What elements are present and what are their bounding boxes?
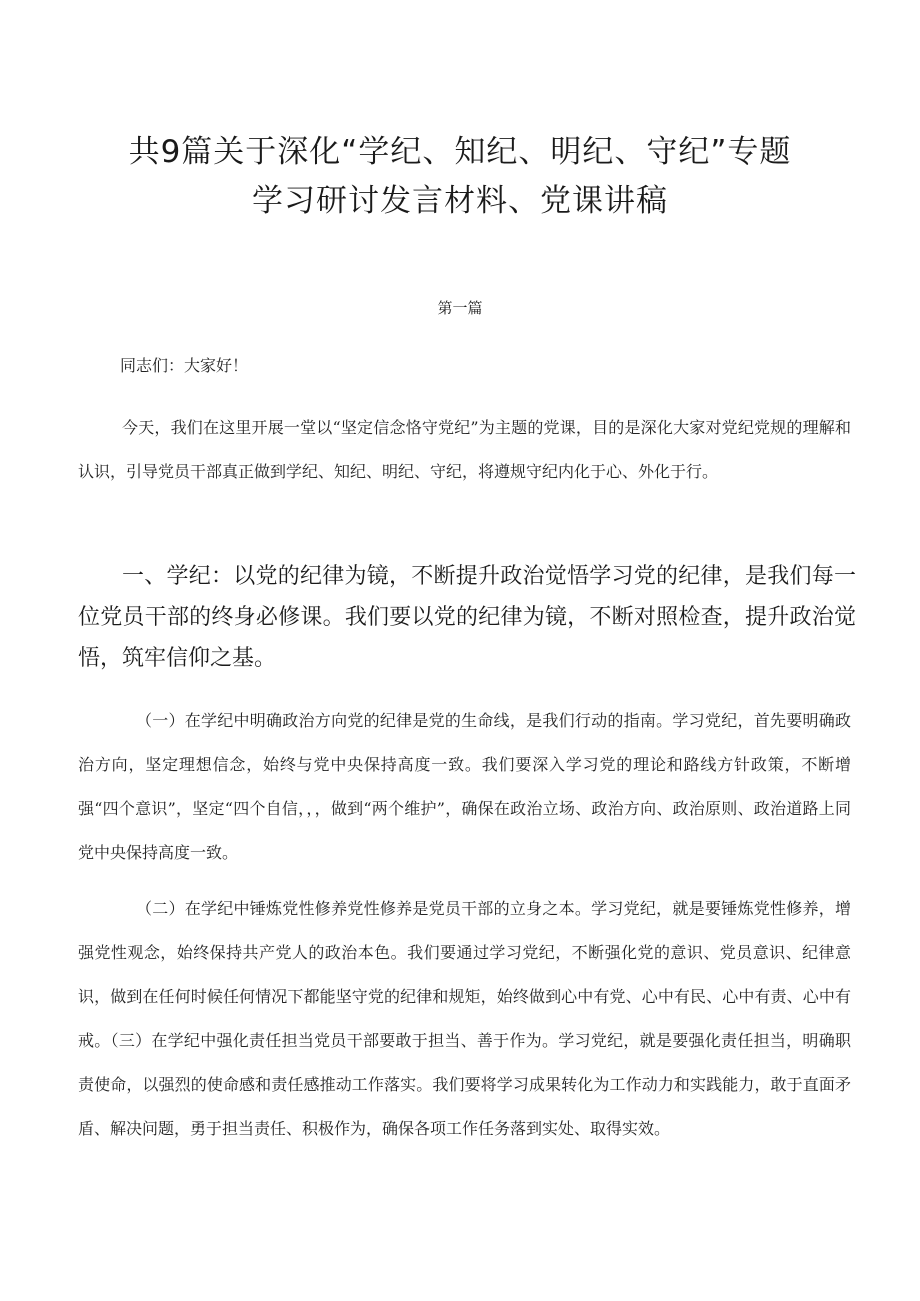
intro-paragraph: 今天，我们在这里开展一堂以“坚定信念恪守党纪”为主题的党课，目的是深化大家对党纪党规的理解和认识，引导党员干部真正做到学纪、知纪、明纪、守纪，将遵规守纪内化于心、外化于行。 xyxy=(78,418,851,481)
section-heading-1: 一、学纪：以党的纪律为镜，不断提升政治觉悟学习党的纪律，是我们每一位党员干部的终身必修课。我们要以党的纪律为镜，不断对照检查，提升政治觉悟，筑牢信仰之基。 xyxy=(78,564,856,671)
document-title-line-2: 学习研讨发言材料、党课讲稿 xyxy=(252,183,668,219)
subsection-paragraph-1: （一）在学纪中明确政治方向党的纪律是党的生命线，是我们行动的指南。学习党纪，首先要明确政治方向，坚定理想信念，始终与党中央保持高度一致。我们要深入学习党的理论和路线方针政策，不断增强“四个意识”，坚定“四个自信，，，做到“两个维护”，确保在政治立场、政治方向、政治原则、政治道路上同党中央保持高度一致。 xyxy=(78,711,851,862)
document-title-line-1: 共9篇关于深化“学纪、知纪、明纪、守纪”专题 xyxy=(128,134,792,170)
subsection-paragraph-2: （二）在学纪中锤炼党性修养党性修养是党员干部的立身之本。学习党纪，就是要锤炼党性修养，增强党性观念，始终保持共产党人的政治本色。我们要通过学习党纪，不断强化党的意识、党员意识、纪律意识，做到在任何时候任何情况下都能坚守党的纪律和规矩，始终做到心中有党、心中有民、心中有责、心中有戒。（三）在学纪中强化责任担当党员干部要敢于担当、善于作为。学习党纪，就是要强化责任担当，明确职责使命，以强烈的使命感和责任感推动工作落实。我们要将学习成果转化为工作动力和实践能力，敢于直面矛盾、解决问题，勇于担当责任、积极作为，确保各项工作任务落到实处、取得实效。 xyxy=(78,899,851,1138)
greeting-paragraph: 同志们：大家好！ xyxy=(120,356,249,375)
section-label: 第一篇 xyxy=(437,299,483,317)
